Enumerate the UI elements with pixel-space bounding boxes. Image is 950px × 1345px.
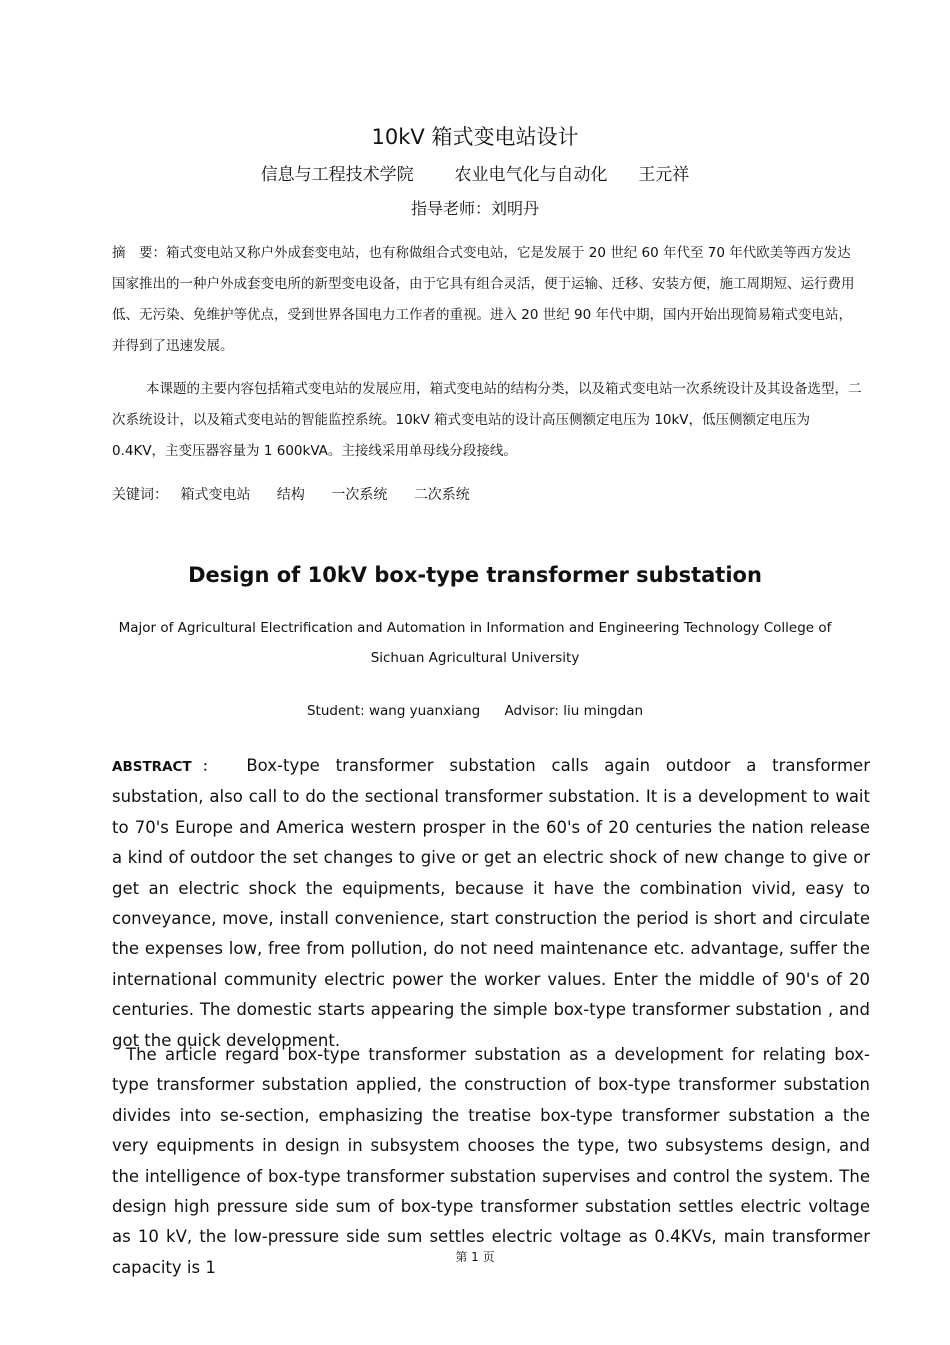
chinese-keywords [112,484,492,504]
chinese-abstract-paragraph-2 [112,374,864,467]
english-student: Student: wang yuanxiang [306,703,481,719]
chinese-abstract-text-2: 本课题的主要内容包括箱式变电站的发展应用，箱式变电站的结构分类，以及箱式变电站一次系统设计及其设备选型，二次系统设计，以及箱式变电站的智能监控系统。10kV 箱式变电站的设计高压侧额定电压为 10kV，低压侧额定电压为 0.4KV，主变压器容量为 1 600kVA。主接线采用单母线分段接线。 [112,381,862,459]
keyword: 结构 [276,487,305,503]
chinese-affiliation-line [0,160,950,185]
english-abstract-label: ABSTRACT： [112,759,227,775]
chinese-abstract-paragraph-1 [112,238,864,362]
keyword: 一次系统 [331,487,388,503]
chinese-abstract-label: 摘 要： [112,245,166,261]
college-name: 信息与工程技术学院 [260,165,414,185]
keyword: 箱式变电站 [180,487,251,503]
english-affiliation-line-2: Sichuan Agricultural University [370,650,580,666]
student-name: 王元祥 [638,165,690,185]
english-advisor: Advisor: liu mingdan [504,703,644,719]
major-name: 农业电气化与自动化 [454,165,608,185]
english-student-advisor [0,703,950,719]
english-title: Design of 10kV box-type transformer substation [188,563,762,587]
keyword: 二次系统 [413,487,470,503]
page-number-footer: 第 1 页 [455,1250,495,1264]
english-affiliation-line-1: Major of Agricultural Electrification and Automation in Information and Engineering Technology College of [118,620,832,636]
keywords-label: 关键词： [112,487,168,503]
chinese-advisor: 指导老师：刘明丹 [410,199,539,218]
english-abstract-paragraph-2: The article regard box-type transformer substation as a development for relating box-type transformer substation applied, the construction of box-type transformer substation divides into se-section, emphasizing the treatise box-type transformer substation a the very equipments in design in subsystem chooses the type, two subsystems design, and the intelligence of box-type transformer substation supervises and control the system. The design high pressure side sum of box-type transformer substation settles electric voltage as 10 kV, the low-pressure side sum settles electric voltage as 0.4KVs, main transformer capacity is 1 [112,1045,870,1277]
english-abstract-text-1: Box-type transformer substation calls again outdoor a transformer substation, also call to do the sectional transformer substation. It is a development to wait to 70's Europe and America western prosper in the 60's of 20 centuries the nation release a kind of outdoor the set changes to give or get an electric shock of new change to give or get an electric shock the equipments, because it have the combination vivid, easy to conveyance, move, install convenience, start construction the period is short and circulate the expenses low, free from pollution, do not need maintenance etc. advantage, suffer the international community electric power the worker values. Enter the middle of 90's of 20 centuries. The domestic starts appearing the simple box-type transformer substation , and got the quick development. [112,756,870,1050]
chinese-title: 10kV 箱式变电站设计 [371,125,579,149]
english-abstract-paragraph-1 [112,751,870,1056]
chinese-abstract-text-1: 箱式变电站又称户外成套变电站，也有称做组合式变电站，它是发展于 20 世纪 60 年代至 70 年代欧美等西方发达国家推出的一种户外成套变电所的新型变电设备，由于它具有组合灵活，便于运输、迁移、安装方便，施工周期短、运行费用低、无污染、免维护等优点，受到世界各国电力工作者的重视。进入 20 世纪 90 年代中期，国内开始出现简易箱式变电站，并得到了迅速发展。 [112,245,855,354]
